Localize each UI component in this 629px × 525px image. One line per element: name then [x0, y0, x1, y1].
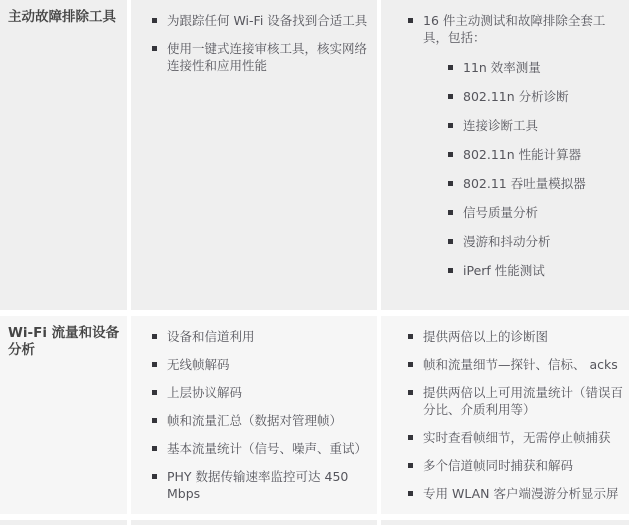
sub-feature-item	[448, 233, 625, 250]
feature-item-body	[423, 328, 625, 345]
sub-feature-item	[448, 175, 625, 192]
feature-list	[381, 12, 629, 291]
feature-item	[408, 384, 625, 418]
feature-text: 多个信道帧同时捕获和解码	[423, 458, 574, 473]
sub-feature-item	[448, 262, 625, 279]
bullet-icon	[408, 18, 413, 23]
feature-text: 提供两倍以上可用流量统计（错误百分比、介质利用等）	[423, 385, 624, 417]
partial-row-cell	[0, 520, 127, 525]
bullet-icon	[448, 268, 453, 273]
bullet-icon	[448, 152, 453, 157]
feature-item	[152, 12, 373, 29]
sub-feature-text: 802.11n 性能计算器	[463, 147, 582, 162]
feature-item	[408, 12, 625, 291]
feature-item	[152, 468, 373, 502]
feature-item-body	[167, 412, 373, 429]
feature-item	[152, 384, 373, 401]
feature-item-body	[423, 12, 625, 291]
bullet-icon	[448, 65, 453, 70]
row-header-cell	[0, 316, 127, 514]
feature-item	[152, 412, 373, 429]
feature-text: 提供两倍以上的诊断图	[423, 329, 549, 344]
feature-item	[152, 440, 373, 457]
features-cell-right	[381, 0, 629, 310]
feature-text: 帧和流量汇总（数据对管理帧）	[167, 413, 343, 428]
feature-item	[152, 40, 373, 74]
feature-text: 基本流量统计（信号、噪声、重试）	[167, 441, 368, 456]
feature-list	[381, 328, 629, 502]
features-cell-middle	[131, 0, 377, 310]
feature-text: 16 件主动测试和故障排除全套工具，包括：	[423, 13, 606, 45]
feature-item-body	[167, 468, 373, 502]
sub-feature-item	[448, 117, 625, 134]
sub-feature-item	[448, 146, 625, 163]
feature-item	[152, 356, 373, 373]
feature-text: 为跟踪任何 Wi-Fi 设备找到合适工具	[167, 13, 368, 28]
row-header-cell	[0, 0, 127, 310]
feature-list	[131, 328, 377, 502]
feature-item-body	[167, 328, 373, 345]
feature-item-body	[167, 440, 373, 457]
feature-list	[131, 12, 377, 74]
bullet-icon	[408, 334, 413, 339]
bullet-icon	[408, 390, 413, 395]
feature-item-body	[423, 384, 625, 418]
bullet-icon	[152, 18, 157, 23]
sub-feature-text: iPerf 性能测试	[463, 263, 545, 278]
bullet-icon	[152, 474, 157, 479]
sub-feature-text: 11n 效率测量	[463, 60, 541, 75]
bullet-icon	[408, 463, 413, 468]
bullet-icon	[448, 123, 453, 128]
bullet-icon	[152, 334, 157, 339]
feature-item-body	[167, 40, 373, 74]
feature-item-body	[167, 356, 373, 373]
bullet-icon	[152, 362, 157, 367]
feature-item	[152, 328, 373, 345]
feature-item	[408, 457, 625, 474]
bullet-icon	[152, 390, 157, 395]
bullet-icon	[448, 94, 453, 99]
sub-feature-list	[448, 59, 625, 279]
bullet-icon	[152, 446, 157, 451]
bullet-icon	[448, 210, 453, 215]
feature-text: PHY 数据传输速率监控可达 450 Mbps	[167, 469, 349, 501]
bullet-icon	[408, 491, 413, 496]
partial-row-cell	[131, 520, 377, 525]
feature-item-body	[167, 12, 373, 29]
sub-feature-text: 信号质量分析	[463, 205, 539, 220]
bullet-icon	[152, 418, 157, 423]
sub-feature-item	[448, 204, 625, 221]
feature-text: 使用一键式连接审核工具，核实网络连接性和应用性能	[167, 41, 368, 73]
features-cell-right	[381, 316, 629, 514]
bullet-icon	[152, 46, 157, 51]
feature-text: 帧和流量细节—探针、信标、 acks	[423, 357, 618, 372]
sub-feature-text: 802.11n 分析诊断	[463, 89, 569, 104]
feature-text: 专用 WLAN 客户端漫游分析显示屏	[423, 486, 619, 501]
row-header: Wi-Fi 流量和设备分析	[8, 325, 120, 358]
feature-item	[408, 356, 625, 373]
feature-text: 上层协议解码	[167, 385, 243, 400]
bullet-icon	[408, 435, 413, 440]
sub-feature-item	[448, 88, 625, 105]
bullet-icon	[448, 239, 453, 244]
feature-text: 设备和信道利用	[167, 329, 255, 344]
feature-item	[408, 485, 625, 502]
feature-item-body	[423, 485, 625, 502]
feature-text: 实时查看帧细节，无需停止帧捕获	[423, 430, 611, 445]
partial-row-cell	[381, 520, 629, 525]
sub-feature-text: 漫游和抖动分析	[463, 234, 551, 249]
sub-feature-item	[448, 59, 625, 76]
bullet-icon	[448, 181, 453, 186]
feature-item	[408, 328, 625, 345]
sub-feature-text: 连接诊断工具	[463, 118, 539, 133]
feature-item	[408, 429, 625, 446]
bullet-icon	[408, 362, 413, 367]
feature-item-body	[167, 384, 373, 401]
row-header: 主动故障排除工具	[8, 9, 116, 25]
sub-feature-text: 802.11 吞吐量模拟器	[463, 176, 586, 191]
feature-item-body	[423, 356, 625, 373]
feature-item-body	[423, 429, 625, 446]
features-cell-middle	[131, 316, 377, 514]
feature-item-body	[423, 457, 625, 474]
feature-text: 无线帧解码	[167, 357, 230, 372]
